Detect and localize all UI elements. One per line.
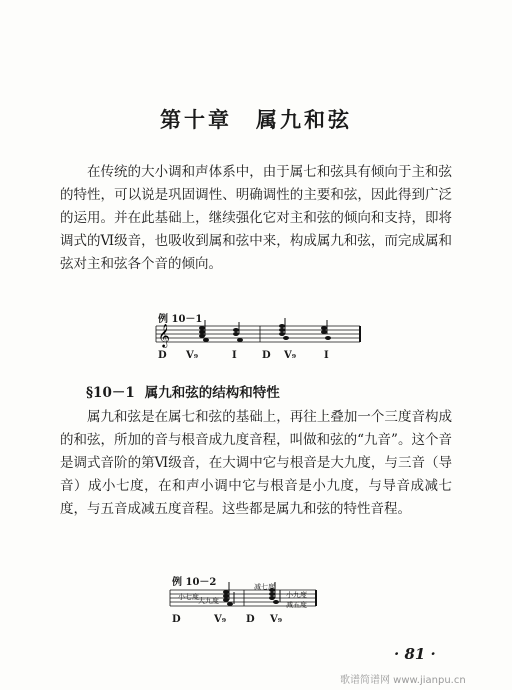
example-1-chord-label: I xyxy=(324,350,329,361)
example-2-chord-label: V₉ xyxy=(214,614,227,625)
example-1-chord-label: D xyxy=(262,350,271,361)
section-number: §10－1 xyxy=(86,385,135,401)
section-paragraph: 属九和弦是在属七和弦的基础上，再往上叠加一个三度音构成的和弦，所加的音与根音成九度音程，叫做和弦的“九音”。这个音是调式音阶的第Ⅵ级音，在大调中它与根音是大九度，与三音（导音）成小七度，在和声小调中它与根音是小九度，与导音成减七度，与五音成减五度音程。这些都是属九和弦的特性音程。 xyxy=(60,409,452,517)
intro-paragraph: 在传统的大小调和声体系中，由于属七和弦具有倾向于主和弦的特性，可以说是巩固调性、明确调性的主要和弦，因此得到广泛的运用。并在此基础上，继续强化它对主和弦的倾向和支持，即将调式的Ⅵ级音，也吸收到属和弦中来，构成属九和弦，而完成属和弦对主和弦各个音的倾向。 xyxy=(60,164,452,272)
example-1-label: 例 10－1 xyxy=(158,314,203,325)
example-1-chord-label: I xyxy=(232,350,237,361)
section-heading xyxy=(86,381,290,401)
interval-annotation: 减五度 xyxy=(286,601,307,609)
page-number: · 81 · xyxy=(394,645,436,663)
example-1-chord-label: V₉ xyxy=(186,350,199,361)
example-1-chord-label: V₉ xyxy=(284,350,297,361)
section-title: 属九和弦的结构和特性 xyxy=(144,385,280,401)
example-2-chord-label: D xyxy=(246,614,255,625)
example-2-staff xyxy=(168,578,320,630)
treble-clef-icon: 𝄞 xyxy=(158,323,170,347)
example-1-staff xyxy=(154,316,364,368)
chapter-title: 第十章 属九和弦 xyxy=(160,107,352,132)
interval-annotation: 大九度 xyxy=(198,597,219,605)
watermark: 歌谱简谱网 www.jianpu.cn xyxy=(340,675,466,686)
interval-annotation: 小九度 xyxy=(286,591,307,599)
interval-annotation: 减七度 xyxy=(254,583,275,591)
example-1-chord-label: D xyxy=(158,350,167,361)
example-2-chord-label: V₉ xyxy=(270,614,283,625)
interval-annotation: 小七度 xyxy=(178,593,199,601)
example-2-chord-label: D xyxy=(172,614,181,625)
example-2-label: 例 10－2 xyxy=(172,577,217,588)
